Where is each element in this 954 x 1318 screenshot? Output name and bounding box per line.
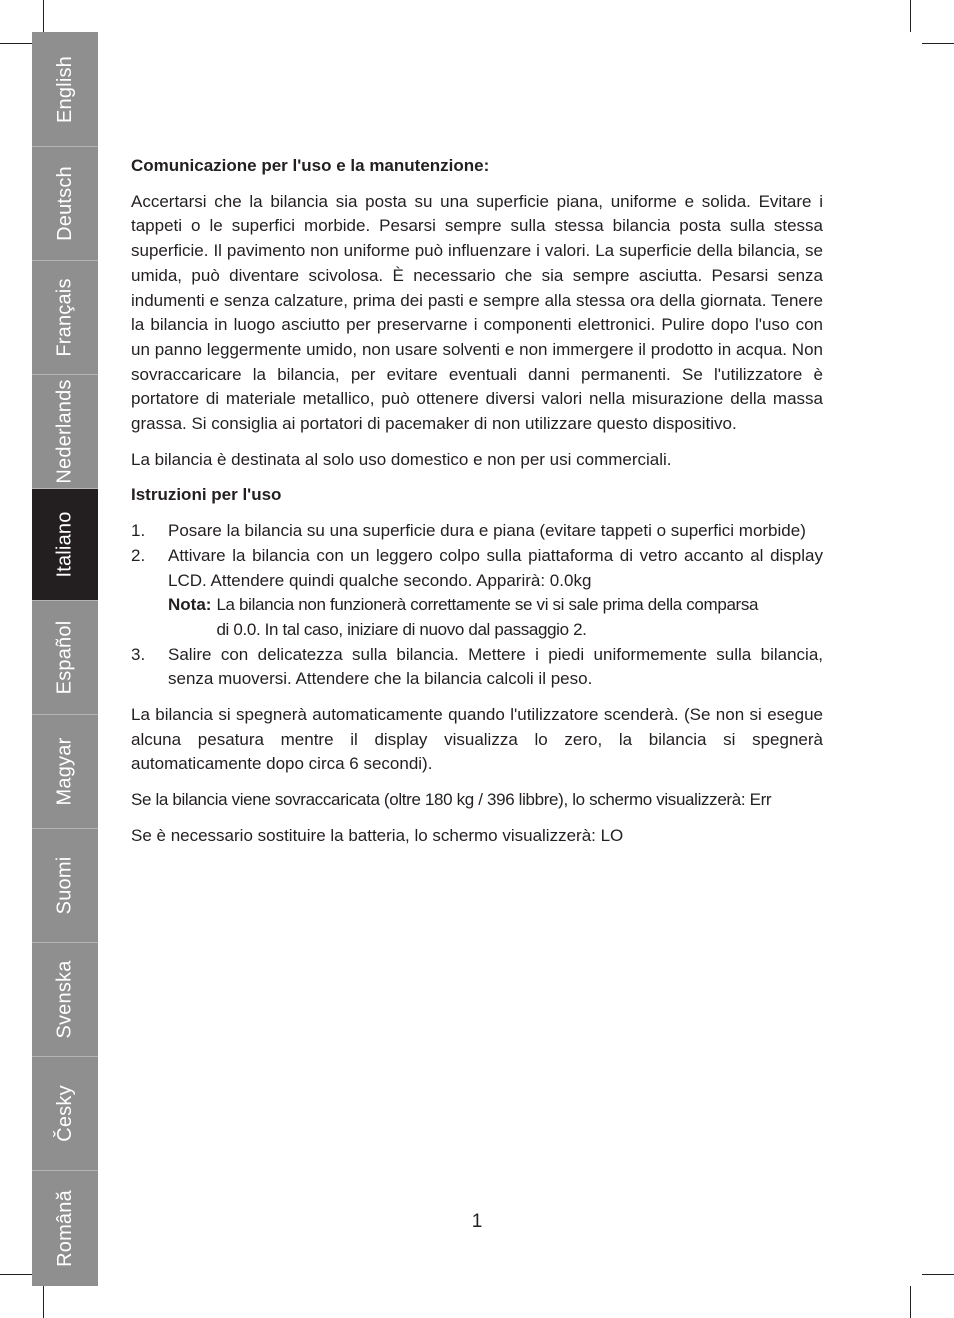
list-item xyxy=(131,519,823,544)
language-label: Deutsch xyxy=(53,166,76,241)
language-tab-deutsch[interactable] xyxy=(32,146,98,260)
body-paragraph: Accertarsi che la bilancia sia posta su una superficie piana, uniforme e solida. Evitare i tappeti o le superfici morbide. Pesarsi sempre sulla stessa bilancia posta sulla stessa superficie. Il pavimento non uniforme può influenzare i valori. La superficie della bilancia, se umida, può diventare scivolosa. È necessario che sia sempre asciutta. Pesarsi senza indumenti e senza calzature, prima dei pasti e sempre alla stessa ora della giornata. Tenere la bilancia in luogo asciutto per preservarne i componenti elettronici. Pulire dopo l'uso con un panno leggermente umido, non usare solventi e non immergere il prodotto in acqua. Non sovraccaricare la bilancia, per evitare eventuali danni permanenti. Se l'utilizzatore è portatore di materiale metallico, può ottenere diversi valori nella misurazione della massa grassa. Si consiglia ai portatori di pacemaker di non utilizzare questo dispositivo. xyxy=(131,191,823,434)
crop-mark xyxy=(910,0,911,32)
crop-mark xyxy=(0,43,32,44)
crop-mark xyxy=(43,1286,44,1318)
language-tab-italiano[interactable] xyxy=(32,488,98,600)
step-number: 2. xyxy=(131,545,146,565)
crop-mark xyxy=(0,1274,32,1275)
instruction-list xyxy=(131,519,823,692)
language-tab-suomi[interactable] xyxy=(32,828,98,942)
body-paragraph: Se la bilancia viene sovraccaricata (oltre 180 kg / 396 libbre), lo schermo visualizzerà: Err xyxy=(131,790,772,810)
body-paragraph: La bilancia si spegnerà automaticamente quando l'utilizzatore scenderà. (Se non si esegue alcuna pesatura mentre il display visualizza lo zero, la bilancia si spegnerà automaticamente dopo circa 6 secondi). xyxy=(131,705,823,774)
language-label: Română xyxy=(53,1190,76,1267)
language-label: Svenska xyxy=(53,960,76,1039)
language-sidebar xyxy=(32,32,98,1286)
section-heading: Comunicazione per l'uso e la manutenzione: xyxy=(131,156,490,175)
note-line: La bilancia non funzionerà correttamente se vi si sale prima della comparsa xyxy=(216,595,759,615)
page-content xyxy=(131,154,823,860)
step-text: Posare la bilancia su una superficie dura e piana (evitare tappeti o superfici morbide) xyxy=(168,521,806,541)
step-text: Attivare la bilancia con un leggero colpo sulla piattaforma di vetro accanto al display LCD. Attendere quindi qualche secondo. Apparirà: 0.0kg xyxy=(168,545,823,590)
language-tab-espanol[interactable] xyxy=(32,600,98,714)
language-tab-romana[interactable] xyxy=(32,1170,98,1286)
language-label: Česky xyxy=(53,1085,76,1142)
language-label: Magyar xyxy=(53,737,76,806)
language-label: Italiano xyxy=(53,511,76,578)
crop-mark xyxy=(922,1274,954,1275)
language-tab-svenska[interactable] xyxy=(32,942,98,1056)
section-heading: Istruzioni per l'uso xyxy=(131,485,282,505)
step-number: 3. xyxy=(131,644,146,664)
crop-mark xyxy=(43,0,44,32)
language-label: Suomi xyxy=(53,856,76,915)
language-label: Français xyxy=(53,278,76,357)
language-tab-english[interactable] xyxy=(32,32,98,146)
note-line: di 0.0. In tal caso, iniziare di nuovo dal passaggio 2. xyxy=(216,619,587,639)
crop-mark xyxy=(910,1286,911,1318)
body-paragraph: Se è necessario sostituire la batteria, lo schermo visualizzerà: LO xyxy=(131,825,624,845)
step-body xyxy=(168,544,823,643)
language-label: English xyxy=(53,55,76,123)
language-tab-magyar[interactable] xyxy=(32,714,98,828)
crop-mark xyxy=(922,43,954,44)
language-tab-francais[interactable] xyxy=(32,260,98,374)
step-text: Salire con delicatezza sulla bilancia. Mettere i piedi uniformemente sulla bilancia, senza muoversi. Attendere che la bilancia calcoli il peso. xyxy=(168,644,823,689)
list-item xyxy=(131,544,823,643)
language-label: Español xyxy=(53,620,76,695)
step-number: 1. xyxy=(131,521,146,541)
list-item xyxy=(131,643,823,692)
note-text xyxy=(216,593,823,642)
language-tab-nederlands[interactable] xyxy=(32,374,98,488)
note-label: Nota: xyxy=(168,595,212,615)
note xyxy=(168,593,823,642)
language-tab-cesky[interactable] xyxy=(32,1056,98,1170)
language-label: Nederlands xyxy=(53,379,76,484)
page-number: 1 xyxy=(471,1211,483,1232)
body-paragraph: La bilancia è destinata al solo uso domestico e non per usi commerciali. xyxy=(131,449,672,469)
